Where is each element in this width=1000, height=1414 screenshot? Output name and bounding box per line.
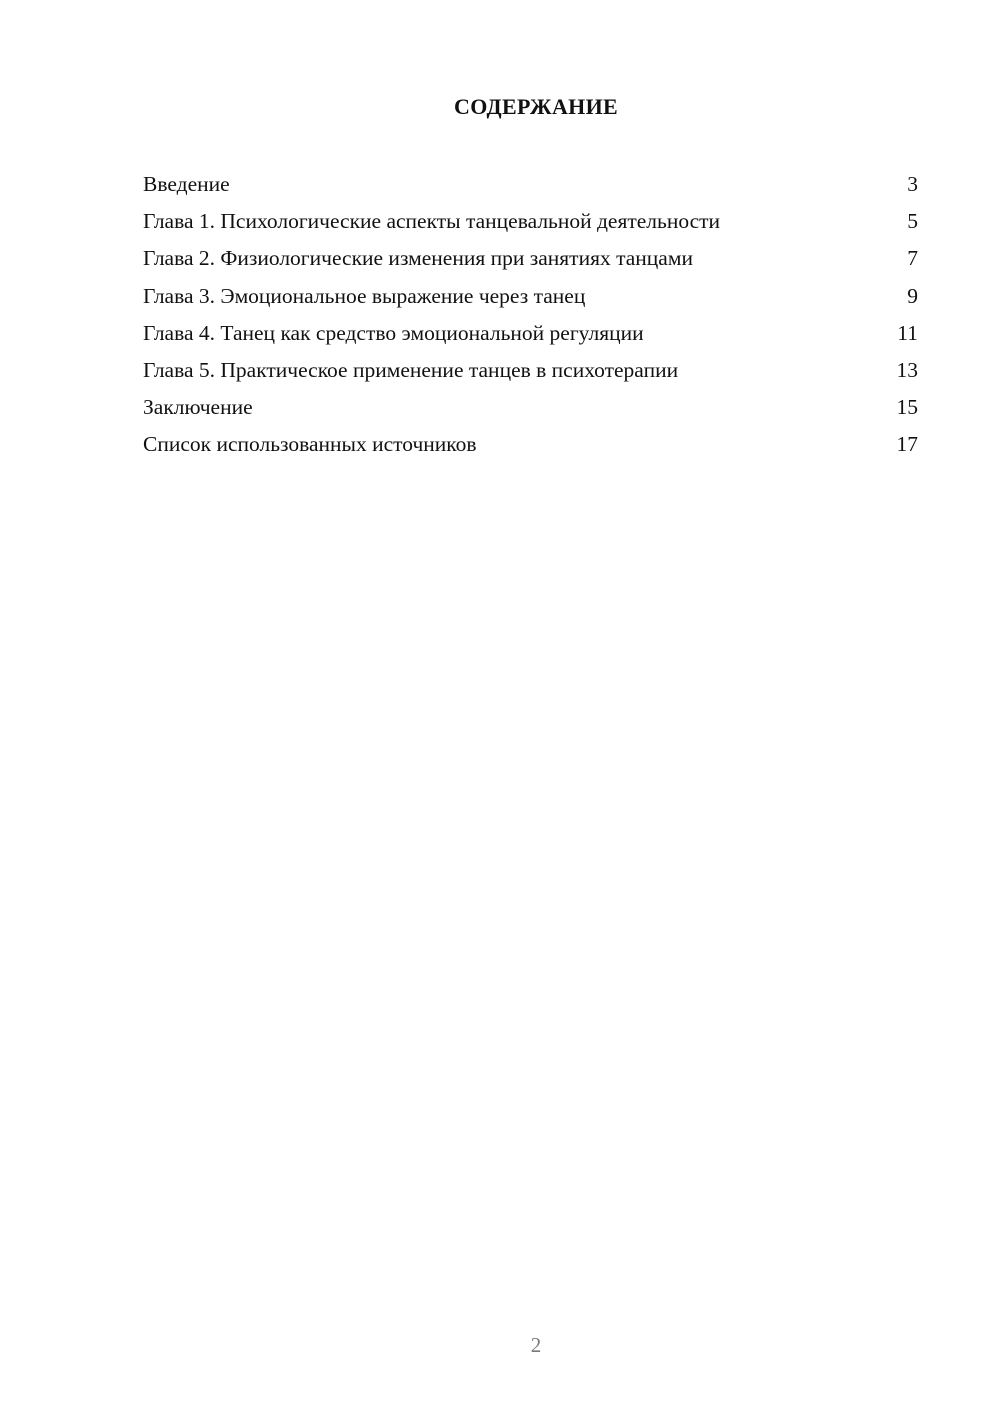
toc-entry-page: 11: [897, 320, 918, 345]
toc-entry-page: 15: [896, 395, 918, 420]
toc-entry-title: Введение: [143, 172, 230, 196]
toc-entry-chapter-3: [143, 280, 918, 317]
toc-entry-conclusion: [143, 391, 918, 428]
toc-entry-chapter-2: [143, 242, 918, 279]
toc-entry-introduction: [143, 168, 918, 205]
toc-entry-title: Глава 3. Эмоциональное выражение через танец: [143, 283, 586, 308]
toc-entry-title: Глава 4. Танец как средство эмоциональной регуляции: [143, 320, 644, 345]
toc-entry-chapter-4: [143, 317, 918, 354]
table-of-contents: [143, 168, 918, 466]
toc-entry-chapter-1: [143, 205, 918, 242]
page-title: СОДЕРЖАНИЕ: [454, 94, 618, 119]
page-number: 2: [530, 1333, 542, 1357]
toc-entry-references: [143, 428, 918, 465]
toc-entry-page: 7: [907, 246, 918, 271]
toc-entry-page: 13: [896, 357, 918, 382]
toc-entry-title: Глава 1. Психологические аспекты танцевальной деятельности: [143, 209, 721, 234]
toc-entry-page: 5: [907, 209, 918, 234]
toc-entry-title: Глава 5. Практическое применение танцев в психотерапии: [143, 357, 679, 382]
toc-entry-page: 3: [907, 172, 918, 196]
toc-entry-title: Список использованных источников: [143, 432, 477, 457]
toc-entry-page: 17: [896, 432, 918, 457]
toc-entry-page: 9: [907, 283, 918, 308]
toc-entry-chapter-5: [143, 354, 918, 391]
toc-entry-title: Глава 2. Физиологические изменения при занятиях танцами: [143, 246, 693, 271]
toc-entry-title: Заключение: [143, 395, 253, 420]
